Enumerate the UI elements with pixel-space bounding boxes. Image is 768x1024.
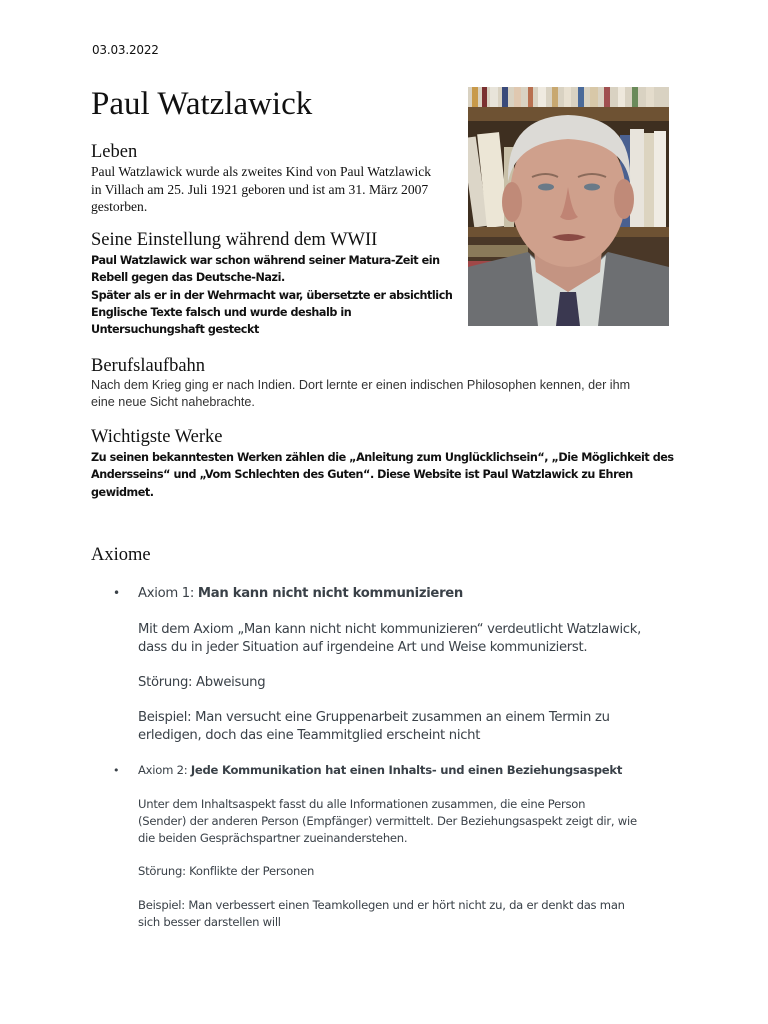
page-title: Paul Watzlawick bbox=[91, 86, 313, 122]
axiom-title: Man kann nicht nicht kommunizieren bbox=[197, 586, 464, 601]
text-line: gewidmet. bbox=[91, 485, 154, 499]
text-line: erledigen, doch das eine Teammitglied erscheint nicht bbox=[138, 728, 481, 743]
axiom-1-title bbox=[138, 585, 463, 603]
text-line: dass du in jeder Situation auf irgendeine Art und Weise kommunizierst. bbox=[138, 640, 588, 655]
text-line: Unter dem Inhaltsaspekt fasst du alle Informationen zusammen, die eine Person bbox=[138, 797, 586, 811]
section-body-werke bbox=[91, 449, 691, 501]
text-line: Beispiel: Man verbessert einen Teamkollegen und er hört nicht zu, da er denkt das man bbox=[138, 898, 625, 912]
text-line: Mit dem Axiom „Man kann nicht nicht kommunizieren“ verdeutlicht Watzlawick, bbox=[138, 622, 641, 637]
section-heading-werke: Wichtigste Werke bbox=[91, 427, 223, 447]
text-line: Zu seinen bekanntesten Werken zählen die „Anleitung zum Unglücklichsein“, „Die Möglichkeit des bbox=[91, 451, 674, 464]
text-line: eine neue Sicht nahebrachte. bbox=[91, 395, 255, 409]
section-heading-berufslaufbahn: Berufslaufbahn bbox=[91, 356, 206, 376]
text-line: Später als er in der Wehrmacht war, übersetzte er absichtlich bbox=[91, 288, 453, 302]
axiom-title: Jede Kommunikation hat einen Inhalts- und einen Beziehungsaspekt bbox=[190, 763, 623, 777]
text-line: sich besser darstellen will bbox=[138, 914, 281, 929]
text-line: Andersseins“ und „Vom Schlechten des Guten“. Diese Website ist Paul Watzlawick zu Ehren bbox=[91, 468, 633, 482]
axiom-1-stoerung: Störung: Abweisung bbox=[138, 675, 266, 690]
text-line: Englische Texte falsch und wurde deshalb in bbox=[91, 305, 352, 319]
text-line: Paul Watzlawick war schon während seiner Matura-Zeit ein bbox=[91, 254, 440, 267]
text-line: Paul Watzlawick wurde als zweites Kind von Paul Watzlawick bbox=[91, 164, 432, 179]
section-heading-wwii: Seine Einstellung während dem WWII bbox=[91, 230, 378, 250]
text-line: (Sender) der anderen Person (Empfänger) vermittelt. Der Beziehungsaspekt zeigt dir, wie bbox=[138, 813, 637, 828]
text-line: in Villach am 25. Juli 1921 geboren und ist am 31. März 2007 bbox=[91, 181, 429, 197]
text-line: gestorben. bbox=[91, 199, 148, 214]
axiom-2-title bbox=[138, 762, 622, 779]
axiom-2-description bbox=[138, 796, 698, 846]
axiom-1-beispiel bbox=[138, 709, 698, 745]
text-line: Beispiel: Man versucht eine Gruppenarbeit zusammen an einem Termin zu bbox=[138, 710, 610, 725]
axiom-2-beispiel bbox=[138, 897, 698, 931]
axiom-label: Axiom 1: bbox=[138, 586, 198, 601]
axiom-1-description bbox=[138, 621, 698, 657]
portrait-image bbox=[468, 87, 669, 326]
axiom-label: Axiom 2: bbox=[138, 763, 191, 777]
axiom-2-stoerung: Störung: Konflikte der Personen bbox=[138, 864, 315, 878]
text-line: Nach dem Krieg ging er nach Indien. Dort lernte er einen indischen Philosophen kennen, der ihm bbox=[91, 378, 631, 392]
document-date: 03.03.2022 bbox=[92, 43, 159, 57]
text-line: Rebell gegen das Deutsche-Nazi. bbox=[91, 271, 285, 285]
section-heading-leben: Leben bbox=[91, 142, 138, 162]
portrait-photo bbox=[468, 87, 669, 326]
bullet-icon: • bbox=[113, 586, 121, 600]
section-heading-axiome: Axiome bbox=[91, 545, 151, 565]
section-body-leben bbox=[91, 163, 461, 216]
section-body-berufslaufbahn bbox=[91, 377, 691, 411]
text-line: Untersuchungshaft gesteckt bbox=[91, 323, 259, 337]
text-line: die beiden Gesprächspartner zueinanderstehen. bbox=[138, 830, 408, 845]
bullet-icon: • bbox=[113, 764, 120, 777]
section-body-wwii bbox=[91, 252, 461, 338]
